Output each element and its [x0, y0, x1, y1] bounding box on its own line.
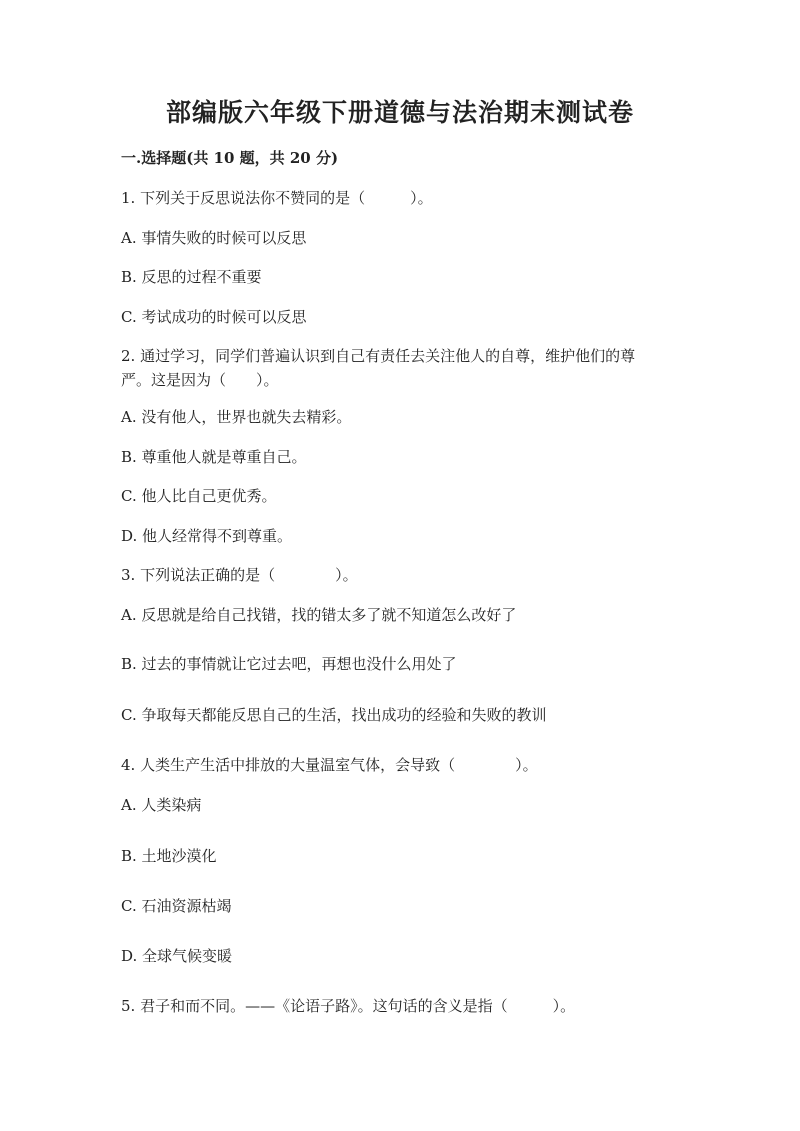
question-4-option-c: C. 石油资源枯竭 [121, 897, 232, 915]
question-1-option-c: C. 考试成功的时候可以反思 [121, 308, 307, 326]
question-4-option-a: A. 人类染病 [121, 796, 202, 814]
question-1-option-a: A. 事情失败的时候可以反思 [121, 229, 307, 247]
section-heading: 一.选择题(共 10 题，共 20 分) [121, 149, 339, 167]
question-2-option-b: B. 尊重他人就是尊重自己。 [121, 448, 307, 466]
question-2-option-c: C. 他人比自己更优秀。 [121, 487, 277, 505]
question-4-option-d: D. 全球气候变暖 [121, 947, 233, 965]
question-5-stem: 5. 君子和而不同。——《论语子路》。这句话的含义是指（ ）。 [121, 997, 576, 1015]
exam-title: 部编版六年级下册道德与法治期末测试卷 [165, 98, 634, 127]
question-4-option-b: B. 土地沙漠化 [121, 847, 217, 865]
question-2-option-d: D. 他人经常得不到尊重。 [121, 527, 293, 545]
question-2-stem-line-2: 严。这是因为（ ）。 [121, 371, 279, 389]
question-1-option-b: B. 反思的过程不重要 [121, 268, 262, 286]
question-3-option-b: B. 过去的事情就让它过去吧，再想也没什么用处了 [121, 655, 457, 673]
question-2-stem-line-1: 2. 通过学习，同学们普遍认识到自己有责任去关注他人的自尊，维护他们的尊 [121, 347, 636, 365]
question-3-option-a: A. 反思就是给自己找错，找的错太多了就不知道怎么改好了 [121, 606, 517, 624]
question-3-option-c: C. 争取每天都能反思自己的生活，找出成功的经验和失败的教训 [121, 706, 547, 724]
question-1-stem: 1. 下列关于反思说法你不赞同的是（ ）。 [121, 189, 433, 207]
question-3-stem: 3. 下列说法正确的是（ ）。 [121, 566, 358, 584]
question-4-stem: 4. 人类生产生活中排放的大量温室气体，会导致（ ）。 [121, 756, 538, 774]
question-2-option-a: A. 没有他人，世界也就失去精彩。 [121, 408, 352, 426]
